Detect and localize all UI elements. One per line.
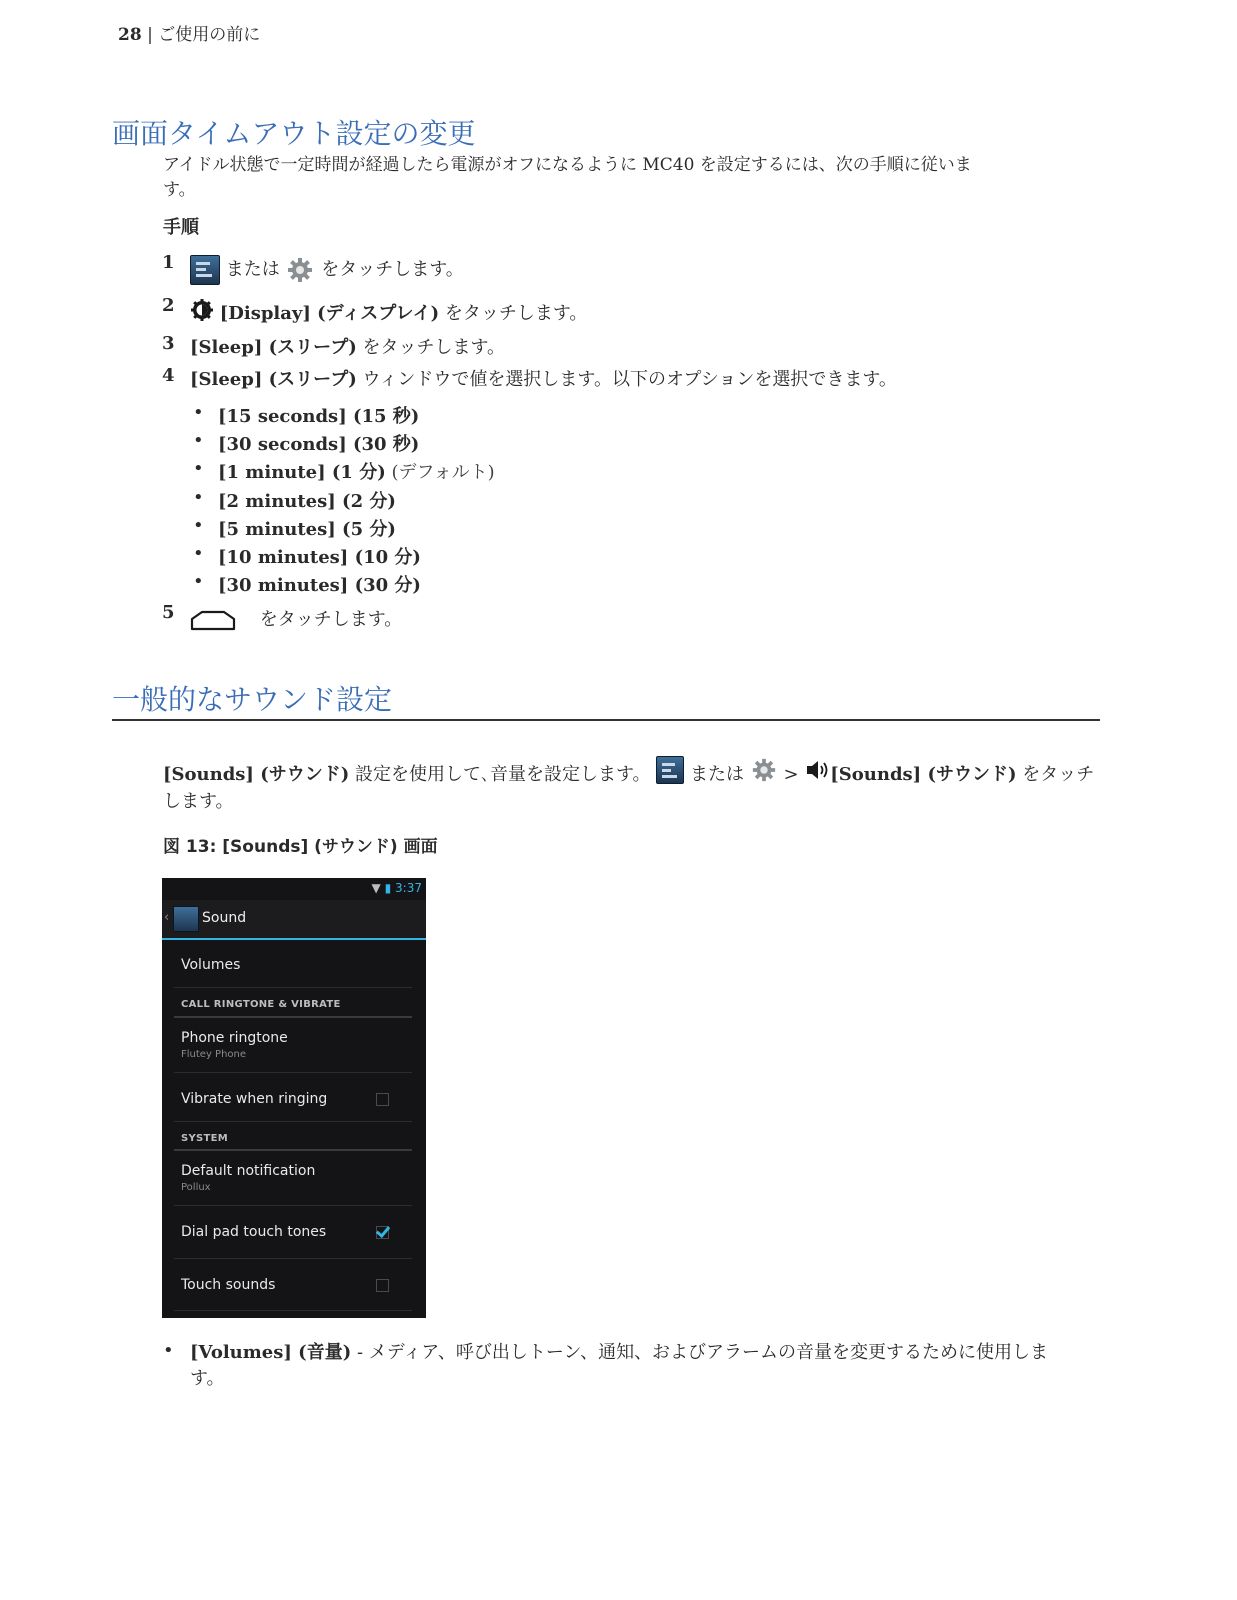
dial-pad-touch-tones-item[interactable]: Dial pad touch tones	[181, 1224, 327, 1240]
sound-settings-screenshot	[162, 878, 426, 1318]
default-notification-item[interactable]: Default notification	[181, 1163, 316, 1179]
phone-ringtone-value: Flutey Phone	[181, 1049, 247, 1060]
procedure-title: 手順	[163, 217, 199, 238]
step-3	[190, 333, 505, 359]
sounds-text-1: 設定を使用して､音量を設定します。	[349, 764, 651, 785]
option-15-seconds: • [15 seconds] (15 秒)	[193, 402, 420, 427]
gear-icon	[285, 256, 315, 284]
option-30-minutes: • [30 minutes] (30 分)	[193, 571, 421, 596]
option-label: [2 minutes] (2 分)	[218, 491, 396, 512]
step-1-or: または	[225, 259, 280, 280]
sounds-bold-1: [Sounds] (サウンド)	[163, 764, 350, 785]
header-separator: |	[147, 25, 153, 45]
dial-pad-checkbox[interactable]	[376, 1226, 389, 1239]
settings-app-icon	[190, 255, 220, 285]
volumes-text-1: - メディア、呼び出しトーン、通知、およびアラームの音量を変更するために使用しま	[351, 1342, 1049, 1363]
step-number: 3	[162, 333, 175, 354]
speaker-icon	[804, 757, 830, 783]
option-label: [5 minutes] (5 分)	[218, 519, 396, 540]
step-3-text: をタッチします。	[356, 337, 506, 358]
step-number: 2	[162, 295, 175, 316]
option-label: [10 minutes] (10 分)	[218, 547, 421, 568]
screen-title: Sound	[202, 910, 247, 926]
intro-line-1: アイドル状態で一定時間が経過したら電源がオフになるように MC40 を設定するには、次の手順に従いま	[163, 155, 972, 175]
touch-sounds-checkbox[interactable]	[376, 1279, 389, 1292]
option-30-seconds: • [30 seconds] (30 秒)	[193, 430, 420, 455]
vibrate-when-ringing-item[interactable]: Vibrate when ringing	[181, 1091, 328, 1107]
step-5-text: をタッチします。	[259, 609, 403, 630]
step-number: 1	[162, 252, 175, 273]
header-section: ご使用の前に	[158, 25, 261, 45]
sounds-or: または	[689, 764, 750, 785]
option-label: [15 seconds] (15 秒)	[218, 406, 420, 427]
step-2	[190, 299, 587, 325]
step-4	[190, 365, 897, 391]
settings-app-icon	[173, 906, 199, 932]
touch-sounds-item[interactable]: Touch sounds	[181, 1277, 276, 1293]
sounds-bold-2: [Sounds] (サウンド)	[830, 764, 1017, 785]
step-number: 4	[162, 365, 175, 386]
section-title-general-sound: 一般的なサウンド設定	[112, 683, 393, 716]
gear-icon	[750, 757, 778, 783]
page-header	[118, 20, 260, 45]
step-2-text: をタッチします。	[439, 303, 588, 324]
step-4-bold: [Sleep] (スリープ)	[190, 369, 357, 390]
option-default-note: (デフォルト)	[385, 462, 495, 483]
step-number: 5	[162, 602, 175, 623]
battery-icon: ▮	[384, 881, 392, 895]
option-label: [30 minutes] (30 分)	[218, 575, 421, 596]
vibrate-checkbox[interactable]	[376, 1093, 389, 1106]
back-caret-icon[interactable]: ‹	[164, 910, 170, 925]
option-10-minutes: • [10 minutes] (10 分)	[193, 543, 421, 568]
step-5	[190, 605, 402, 631]
section-divider	[112, 719, 1100, 721]
display-brightness-icon	[190, 299, 214, 321]
default-notification-value: Pollux	[181, 1182, 211, 1193]
step-1-text: をタッチします。	[321, 259, 464, 280]
figure-title: 図 13: [Sounds] (サウンド) 画面	[163, 837, 438, 857]
volumes-bold: [Volumes] (音量)	[190, 1342, 352, 1363]
wifi-icon: ▼	[371, 881, 381, 895]
intro-paragraph	[163, 153, 1103, 203]
sounds-text-2: をタッチ	[1016, 764, 1095, 785]
home-icon	[190, 609, 236, 631]
intro-line-2: す。	[163, 180, 196, 200]
page-number: 28	[118, 25, 142, 45]
option-1-minute: • [1 minute] (1 分) (デフォルト)	[193, 458, 495, 483]
category-system: SYSTEM	[181, 1133, 229, 1144]
volumes-bullet	[190, 1340, 1110, 1392]
bullet-dot: •	[163, 1340, 174, 1361]
sounds-gt: >	[777, 764, 805, 785]
phone-ringtone-item[interactable]: Phone ringtone	[181, 1030, 288, 1046]
option-5-minutes: • [5 minutes] (5 分)	[193, 515, 396, 540]
step-2-bold: [Display] (ディスプレイ)	[219, 303, 440, 324]
category-call-ringtone: CALL RINGTONE & VIBRATE	[181, 999, 341, 1010]
sounds-line-2: します。	[163, 791, 234, 812]
sounds-paragraph	[163, 756, 1108, 815]
option-2-minutes: • [2 minutes] (2 分)	[193, 487, 396, 512]
status-time: 3:37	[395, 881, 422, 895]
section-title-screen-timeout: 画面タイムアウト設定の変更	[112, 117, 476, 150]
option-label: [30 seconds] (30 秒)	[218, 434, 420, 455]
option-label: [1 minute] (1 分)	[218, 462, 386, 483]
settings-app-icon	[656, 756, 684, 784]
step-1	[190, 255, 464, 285]
status-bar	[372, 881, 422, 895]
volumes-item[interactable]: Volumes	[181, 957, 241, 973]
volumes-text-2: す。	[190, 1368, 225, 1389]
step-3-bold: [Sleep] (スリープ)	[190, 337, 357, 358]
action-bar	[162, 900, 426, 940]
step-4-text: ウィンドウで値を選択します。以下のオプションを選択できます。	[356, 369, 897, 390]
